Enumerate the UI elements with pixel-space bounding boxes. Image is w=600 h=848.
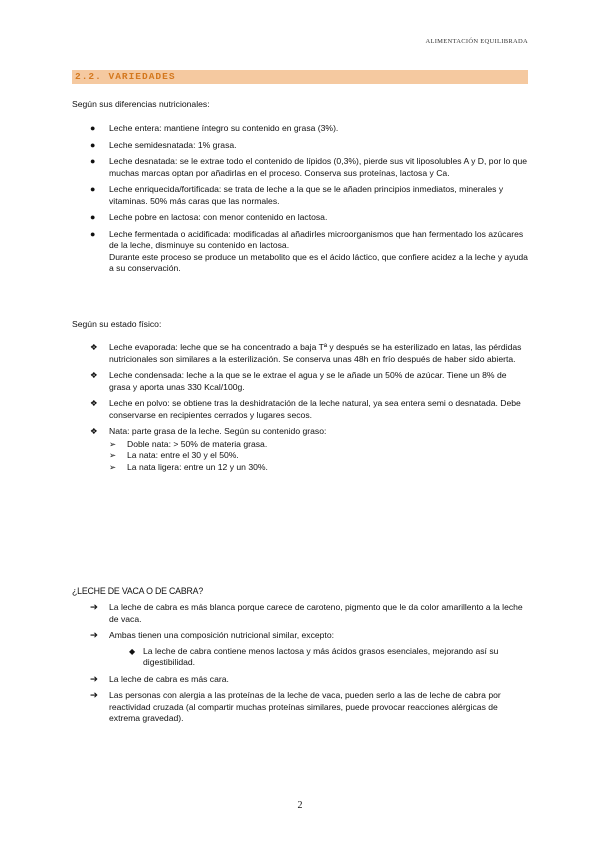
list-item: ➔ Las personas con alergia a las proteínas de la leche de vaca, pueden serlo a las de leche de cabra por reactividad cruzada (al compartir muchas proteínas similares, puede provocar reacciones alérgicas de extrema gravedad). [90, 690, 501, 723]
bullet-dot-icon: ● [90, 139, 96, 150]
bullet-dot-icon: ● [90, 212, 96, 222]
arrow-right-icon: ➔ [90, 630, 98, 641]
diamond-bullet-icon: ❖ [90, 370, 98, 380]
list-item: ➔ La leche de cabra es más blanca porque carece de caroteno, pigmento que le da color amarillento a la leche de vaca. [90, 602, 523, 624]
diamond-bullet-icon: ❖ [90, 426, 98, 436]
physical-intro: Según su estado físico: [72, 319, 162, 329]
list-item: ➔ Ambas tienen una composición nutricional similar, excepto: ◆ La leche de cabra contiene menos lactosa y más ácidos grasos esenciales, mejorando así su digestibilidad. [90, 630, 530, 669]
arrowhead-bullet-icon: ➢ [109, 461, 117, 472]
diamond-bullet-icon: ❖ [90, 342, 98, 352]
bullet-dot-icon: ● [90, 184, 96, 194]
list-item: ❖ Leche condensada: leche a la que se le extrae el agua y se le añade un 50% de azúcar. Tiene un 8% de grasa y aporta unas 330 Kcal/100g. [90, 370, 507, 392]
list-item: ➢ Doble nata: > 50% de materia grasa. [109, 438, 268, 449]
list-item: ◆ La leche de cabra contiene menos lactosa y más ácidos grasos esenciales, mejorando así su digestibilidad. [129, 645, 499, 667]
physical-list [90, 342, 530, 478]
list-item: ➢ La nata: entre el 30 y el 50%. [109, 450, 239, 460]
section-heading: 2.2. VARIEDADES [75, 71, 176, 82]
arrow-right-icon: ➔ [90, 673, 98, 685]
cabra-sublist [129, 646, 530, 669]
arrow-right-icon: ➔ [90, 602, 98, 613]
nutritional-list [90, 123, 530, 280]
diamond-bullet-icon: ❖ [90, 398, 98, 408]
cabra-list [90, 602, 530, 730]
list-item: ● Leche semidesnatada: 1% grasa. [90, 139, 237, 150]
arrowhead-bullet-icon: ➢ [109, 450, 117, 460]
nutritional-intro: Según sus diferencias nutricionales: [72, 99, 210, 109]
list-item: ● Leche fermentada o acidificada: modificadas al añadirles microorganismos que han fermentado los azúcares de la leche, disminuye su contenido en lactosa. Durante este proceso se produce un metabolito que es el ácido láctico, que confiere acidez a la leche y ayuda a su conservación. [90, 228, 528, 273]
bullet-dot-icon: ● [90, 228, 96, 239]
running-header: ALIMENTACIÓN EQUILIBRADA [425, 38, 528, 45]
filled-diamond-icon: ◆ [129, 646, 136, 656]
list-item: ● Leche pobre en lactosa: con menor contenido en lactosa. [90, 212, 328, 222]
arrow-right-icon: ➔ [90, 690, 98, 701]
list-item: ● Leche enriquecida/fortificada: se trata de leche a la que se le añaden principios inmediatos, minerales y vitaminas. 50% más caras que las normales. [90, 184, 504, 206]
list-item: ❖ Leche en polvo: se obtiene tras la deshidratación de la leche natural, ya sea entera semi o desnatada. Debe conservarse en recipientes cerrados y lugares secos. [90, 398, 521, 420]
list-item: ➔ La leche de cabra es más cara. [90, 673, 229, 685]
cabra-section-title: ¿LECHE DE VACA O DE CABRA? [72, 586, 204, 596]
bullet-dot-icon: ● [90, 123, 96, 133]
arrowhead-bullet-icon: ➢ [109, 438, 117, 449]
page-number: 2 [297, 800, 303, 811]
section-heading-bar [72, 70, 528, 84]
list-item: ➢ La nata ligera: entre un 12 y un 30%. [109, 461, 268, 472]
list-item: ❖ Nata: parte grasa de la leche. Según su contenido graso: ➢ Doble nata: > 50% de materia grasa. ➢ La nata: entre el 30 y el 50%. ➢ La nata ligera: entre un 12 y un 30%. [90, 426, 530, 473]
list-item: ● Leche entera: mantiene íntegro su contenido en grasa (3%). [90, 123, 339, 133]
list-item: ❖ Leche evaporada: leche que se ha concentrado a baja Tª y después se ha esterilizado en latas, las pérdidas nutricionales son similares a la esterilización. Se conserva unas 48h en frío después de haber sido abierta. [90, 342, 522, 364]
list-item: ● Leche desnatada: se le extrae todo el contenido de lípidos (0,3%), pierde sus vit liposolubles A y D, por lo que muchas marcas optan por añadirlas en el proceso. Conserva sus proteínas, lactosa y Ca. [90, 156, 528, 178]
nata-sublist [109, 439, 530, 474]
bullet-dot-icon: ● [90, 156, 96, 166]
